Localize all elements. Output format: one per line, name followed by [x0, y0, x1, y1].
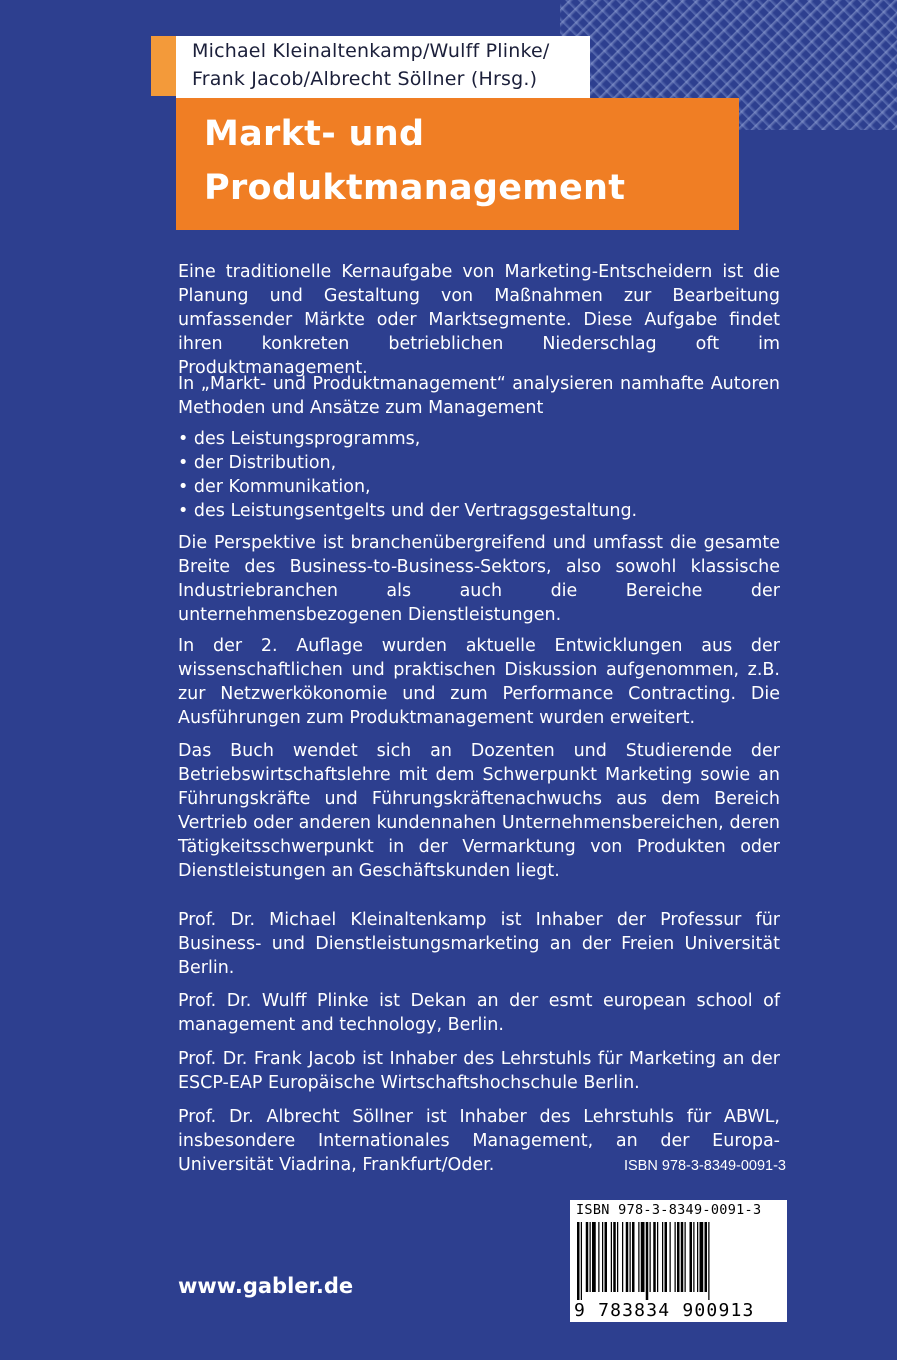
barcode-bar	[632, 1222, 635, 1292]
barcode-bar	[708, 1222, 709, 1300]
title-line-2: Produktmanagement	[204, 168, 626, 208]
description-paragraph-3: Die Perspektive ist branchenübergreifend und umfasst die gesamte Breite des Business-to-Business-Sektors, also sowohl klassische Industriebranchen als auch die Bereiche der unternehmensbezogenen Dienstleistungen.	[178, 533, 780, 625]
barcode-bar	[602, 1222, 603, 1292]
publisher-website: www.gabler.de	[178, 1274, 354, 1298]
description-paragraph-4: In der 2. Auflage wurden aktuelle Entwicklungen aus der wissenschaftlichen und praktischen Diskussion aufgenommen, z.B. zur Netzwerkökonomie und zum Performance Contracting. Die Ausführungen zum Produktmanagement wurden erweitert.	[178, 636, 780, 728]
list-item: • des Leistungsentgelts und der Vertragsgestaltung.	[178, 501, 638, 521]
barcode-bar	[590, 1222, 591, 1292]
barcode-bar	[613, 1222, 616, 1292]
barcode-bar	[586, 1222, 589, 1292]
barcode-bar	[700, 1222, 704, 1292]
barcode-bar	[592, 1222, 596, 1292]
barcode	[570, 1200, 787, 1322]
barcode-bar	[662, 1222, 663, 1292]
barcode-bar	[681, 1222, 684, 1292]
author-line-1: Michael Kleinaltenkamp/Wulff Plinke/	[192, 40, 550, 62]
barcode-bar	[638, 1222, 639, 1292]
barcode-bar	[705, 1222, 708, 1292]
barcode-bar	[677, 1222, 680, 1292]
list-item: • der Distribution,	[178, 453, 337, 473]
barcode-bar	[598, 1222, 599, 1292]
bio-plinke: Prof. Dr. Wulff Plinke ist Dekan an der esmt european school of management and technology, Berlin.	[178, 991, 780, 1035]
title-line-1: Markt- und	[204, 114, 425, 154]
bullet-list	[178, 427, 780, 523]
barcode-bar	[690, 1222, 693, 1292]
barcode-bar	[646, 1222, 649, 1300]
description-paragraph-5: Das Buch wendet sich an Dozenten und Studierende der Betriebswirtschaftslehre mit dem Schwerpunkt Marketing sowie an Führungskräfte und Führungskräftenachwuchs aus dem Bereich Vertrieb oder anderen kundennahen Unternehmensbereichen, deren Tätigkeitsschwerpunkt in der Vermarktung von Produkten oder Dienstleistungen an Geschäftskunden liegt.	[178, 741, 780, 881]
barcode-bar	[581, 1222, 582, 1300]
barcode-bar	[622, 1222, 623, 1292]
barcode-bar	[650, 1222, 651, 1292]
barcode-bar	[626, 1222, 629, 1292]
description-paragraph-1: Eine traditionelle Kernaufgabe von Marketing-Entscheidern ist die Planung und Gestaltung von Maßnahmen zur Bearbeitung umfassender Märkte oder Marktsegmente. Diese Aufgabe findet ihren konkreten betrieblichen Niederschlag oft im Produktmanagement.	[178, 262, 780, 378]
barcode-bar	[657, 1222, 658, 1292]
barcode-bar	[693, 1222, 694, 1292]
isbn-label: ISBN 978-3-8349-0091-3	[623, 1158, 786, 1174]
barcode-bar	[670, 1222, 671, 1292]
barcode-bar	[577, 1222, 580, 1300]
list-item: • der Kommunikation,	[178, 477, 371, 497]
barcode-bar	[641, 1222, 645, 1292]
barcode-bars	[577, 1222, 779, 1300]
barcode-bar	[675, 1222, 676, 1292]
bio-jacob: Prof. Dr. Frank Jacob ist Inhaber des Lehrstuhls für Marketing an der ESCP-EAP Europäische Wirtschaftshochschule Berlin.	[178, 1049, 780, 1093]
barcode-bar	[653, 1222, 656, 1292]
barcode-bar	[611, 1222, 612, 1292]
bio-soellner: Prof. Dr. Albrecht Söllner ist Inhaber des Lehrstuhls für ABWL, insbesondere Internationales Management, an der Europa-Universität Viadrina, Frankfurt/Oder.	[178, 1107, 780, 1175]
orange-accent-bar	[151, 36, 176, 96]
description-paragraph-2: In „Markt- und Produktmanagement“ analysieren namhafte Autoren Methoden und Ansätze zum Management	[178, 374, 780, 418]
author-line-2: Frank Jacob/Albrecht Söllner (Hrsg.)	[192, 68, 538, 90]
barcode-bar	[697, 1222, 698, 1292]
barcode-bar	[685, 1222, 686, 1292]
barcode-bar	[630, 1222, 631, 1292]
barcode-bar	[665, 1222, 668, 1292]
barcode-digits: 9 783834 900913	[574, 1300, 755, 1321]
list-item: • des Leistungsprogramms,	[178, 429, 421, 449]
bio-kleinaltenkamp: Prof. Dr. Michael Kleinaltenkamp ist Inhaber der Professur für Business- und Dienstleistungsmarketing an der Freien Universität Berlin.	[178, 910, 780, 978]
barcode-bar	[605, 1222, 608, 1292]
barcode-bar	[617, 1222, 618, 1292]
barcode-isbn-text: ISBN 978-3-8349-0091-3	[576, 1202, 762, 1218]
